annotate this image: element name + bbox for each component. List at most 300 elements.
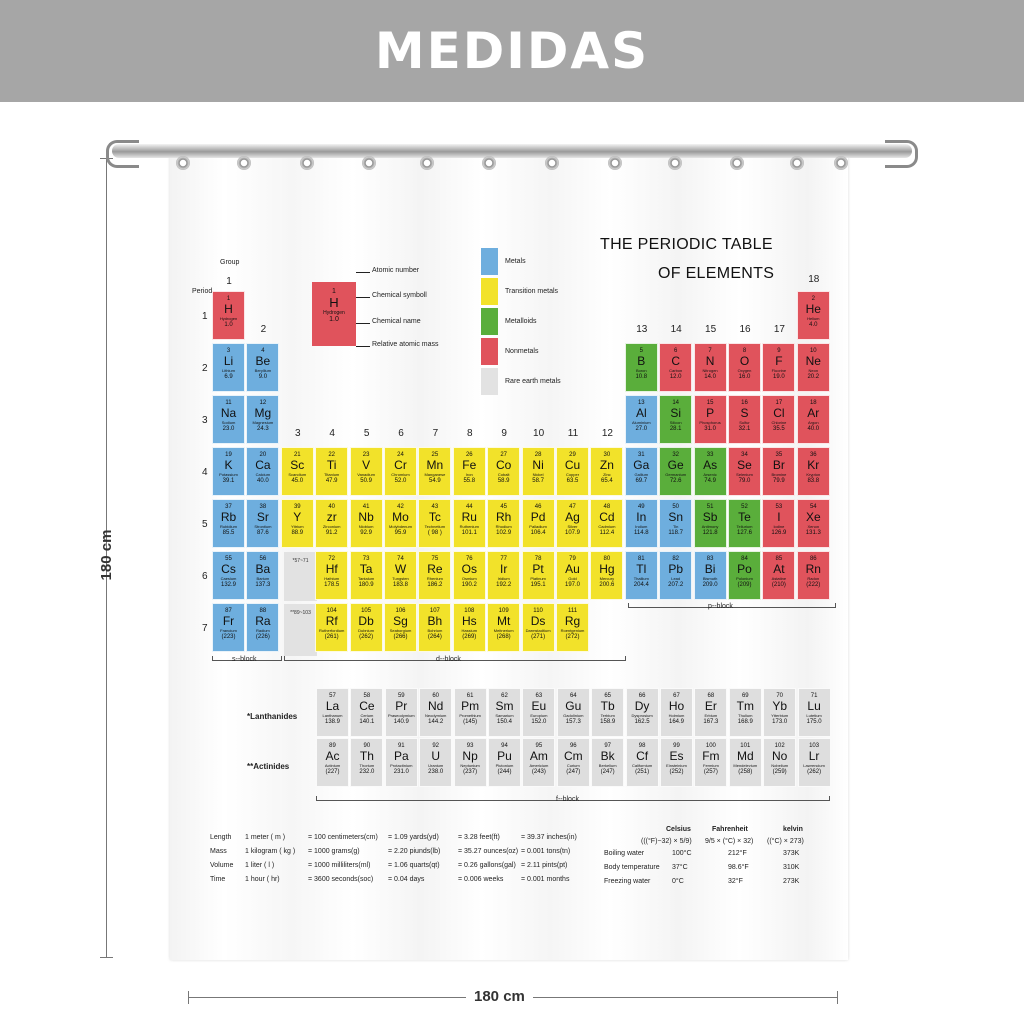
element-cell: [246, 551, 279, 600]
element-name: Copper: [565, 472, 580, 477]
element-name: Silver: [567, 524, 578, 529]
atomic-number: 21: [293, 452, 301, 458]
atomic-number: 27: [500, 452, 508, 458]
element-symbol: F: [775, 354, 783, 368]
p-block-label: p--block: [708, 603, 733, 610]
element-symbol: At: [773, 562, 785, 576]
atomic-number: 1: [226, 296, 231, 302]
element-symbol: I: [777, 510, 781, 524]
element-symbol: Th: [359, 749, 374, 763]
element-symbol: Lu: [807, 699, 821, 713]
element-symbol: Ni: [532, 458, 544, 472]
atomic-number: 22: [328, 452, 336, 458]
element-name: Indium: [635, 524, 648, 529]
banner-title: MEDIDAS: [374, 22, 650, 80]
key-leader: [356, 323, 370, 324]
period-number: 1: [202, 311, 208, 322]
group-number: 6: [398, 428, 404, 439]
curtain-ring-icon: [482, 156, 496, 170]
element-name: Hydrogen: [219, 316, 238, 321]
group-number: 18: [808, 274, 820, 285]
key-number: 1: [332, 288, 336, 295]
element-symbol: O: [739, 354, 750, 368]
key-label-symbol: Chemical symboll: [372, 292, 427, 299]
atomic-mass: (223): [221, 634, 236, 640]
element-symbol: Cl: [773, 406, 785, 420]
key-mass: 1.0: [329, 316, 339, 323]
atomic-mass: (209): [737, 582, 752, 588]
element-cell: [384, 551, 417, 600]
element-name: Plutonium: [495, 763, 514, 768]
element-cell: [694, 447, 727, 496]
element-symbol: Fr: [222, 614, 235, 628]
atomic-mass: (227): [325, 769, 340, 775]
atomic-mass: (269): [462, 634, 477, 640]
atomic-number: 60: [432, 693, 440, 699]
key-label-number: Atomic number: [372, 267, 420, 274]
element-symbol: Ba: [255, 562, 271, 576]
element-cell: [590, 447, 623, 496]
placeholder-label: *57~71: [292, 558, 309, 564]
temp-cell: 373K: [783, 850, 800, 857]
element-cell: [694, 688, 727, 737]
atomic-number: 75: [431, 556, 439, 562]
element-name: Bismuth: [702, 576, 718, 581]
atomic-number: 63: [535, 693, 543, 699]
atomic-mass: 88.9: [291, 530, 304, 536]
element-cell: [557, 688, 590, 737]
legend-swatch: [481, 368, 498, 395]
element-cell: [590, 499, 623, 548]
atomic-number: 13: [637, 400, 645, 406]
element-symbol: In: [636, 510, 647, 524]
atomic-number: 44: [465, 504, 473, 510]
element-name: Xenon: [807, 524, 820, 529]
atomic-number: 90: [363, 743, 371, 749]
curtain-ring-icon: [608, 156, 622, 170]
temp-formula: ((°C) × 273): [767, 838, 804, 845]
atomic-mass: (145): [463, 719, 478, 725]
actinide-placeholder: [284, 604, 317, 656]
element-cell: [591, 688, 624, 737]
element-name: Lanthanum: [322, 713, 343, 718]
atomic-mass: (268): [496, 634, 511, 640]
unit-cell: = 0.001 months: [521, 876, 570, 883]
group-number: 15: [705, 324, 717, 335]
element-cell: [729, 688, 762, 737]
element-cell: [626, 738, 659, 787]
atomic-mass: 150.4: [496, 719, 512, 725]
element-name: Hafnium: [324, 576, 340, 581]
element-cell: [350, 603, 383, 652]
atomic-number: 29: [569, 452, 576, 458]
atomic-number: 74: [397, 556, 404, 562]
element-name: Calcium: [255, 472, 271, 477]
element-cell: [384, 447, 417, 496]
period-number: 3: [202, 415, 208, 426]
atomic-mass: 152.0: [531, 719, 547, 725]
element-symbol: Tl: [636, 562, 647, 576]
atomic-mass: 40.0: [257, 478, 269, 484]
atomic-mass: (251): [635, 769, 650, 775]
element-cell: [728, 499, 761, 548]
period-number: 2: [202, 363, 208, 374]
temp-cell: 0°C: [672, 878, 684, 885]
element-name: Chlorine: [771, 420, 787, 425]
element-symbol: Yb: [772, 699, 788, 713]
element-name: Carbon: [669, 368, 683, 373]
element-name: Dubnium: [358, 628, 375, 633]
element-symbol: B: [637, 354, 646, 368]
element-cell: [315, 551, 348, 600]
element-name: Rubidium: [220, 524, 237, 529]
atomic-mass: 31.0: [704, 426, 716, 432]
key-name: Hydrogen: [323, 310, 345, 316]
element-symbol: W: [394, 562, 407, 576]
atomic-number: 11: [225, 400, 232, 406]
element-symbol: Hg: [599, 562, 615, 576]
element-symbol: zr: [326, 510, 337, 524]
group-number: 3: [295, 428, 301, 439]
atomic-mass: 24.3: [257, 426, 269, 432]
element-symbol: Ra: [255, 614, 271, 628]
unit-cell: = 1000 grams(g): [308, 848, 360, 855]
element-name: Ytterbium: [771, 713, 789, 718]
atomic-mass: 95.9: [394, 530, 407, 536]
element-cell: [694, 499, 727, 548]
unit-cell: 1 meter ( m ): [245, 834, 286, 841]
element-name: Fermium: [703, 763, 719, 768]
element-cell: [660, 738, 693, 787]
atomic-number: 50: [672, 504, 680, 510]
period-label: Period: [192, 288, 213, 295]
element-name: Osmium: [461, 576, 477, 581]
atomic-mass: 127.6: [736, 530, 752, 536]
legend-label: Rare earth metals: [505, 378, 561, 385]
element-cell: [625, 343, 658, 392]
element-symbol: Ds: [530, 614, 546, 628]
element-symbol: Dy: [634, 699, 650, 713]
element-cell: [212, 395, 245, 444]
element-name: Potassium: [219, 472, 238, 477]
atomic-number: 83: [706, 556, 714, 562]
element-cell: [350, 499, 383, 548]
atomic-number: 107: [429, 608, 440, 614]
element-symbol: Rb: [220, 510, 237, 524]
element-cell: [625, 447, 658, 496]
group-number: 16: [739, 324, 751, 335]
element-cell: [315, 603, 348, 652]
element-cell: [418, 551, 451, 600]
element-name: Europium: [530, 713, 548, 718]
element-cell: [659, 395, 692, 444]
element-symbol: Ta: [359, 562, 373, 576]
atomic-mass: 180.9: [358, 582, 374, 588]
element-symbol: Hs: [461, 614, 477, 628]
element-name: Krypton: [806, 472, 821, 477]
atomic-mass: (261): [324, 634, 339, 640]
element-cell: [659, 551, 692, 600]
element-symbol: S: [740, 406, 749, 420]
element-symbol: Sn: [668, 510, 684, 524]
element-cell: [762, 395, 795, 444]
legend-swatch: [481, 278, 498, 305]
element-name: Helium: [807, 316, 820, 321]
atomic-number: 72: [328, 556, 336, 562]
element-name: Gadolinium: [563, 713, 584, 718]
atomic-mass: 209.0: [702, 582, 718, 588]
element-name: Selenium: [736, 472, 753, 477]
atomic-number: 7: [708, 348, 712, 354]
element-name: Mercury: [599, 576, 615, 581]
atomic-number: 23: [362, 452, 370, 458]
width-label: 180 cm: [466, 988, 533, 1005]
element-name: Bromine: [771, 472, 787, 477]
element-name: Antimony: [701, 524, 719, 529]
element-cell: [350, 688, 383, 737]
element-symbol: Ca: [255, 458, 271, 472]
unit-cell: = 0.006 weeks: [458, 876, 504, 883]
atomic-mass: 232.0: [359, 769, 375, 775]
element-name: Meitnerium: [493, 628, 514, 633]
atomic-number: 25: [431, 452, 439, 458]
key-label-mass: Relative atomic mass: [372, 341, 439, 348]
atomic-mass: 183.8: [392, 582, 408, 588]
element-cell: [453, 499, 486, 548]
atomic-number: 54: [809, 504, 817, 510]
atomic-mass: 14.0: [704, 374, 716, 380]
element-cell: [797, 499, 830, 548]
element-cell: [246, 499, 279, 548]
period-number: 7: [202, 623, 208, 634]
element-name: Neodymium: [425, 713, 447, 718]
atomic-mass: 74.9: [704, 478, 716, 484]
atomic-number: 53: [775, 504, 783, 510]
element-symbol: V: [362, 458, 371, 472]
group-number: 8: [467, 428, 473, 439]
period-number: 5: [202, 519, 208, 530]
key-leader: [356, 346, 370, 347]
element-name: Einsteinium: [666, 763, 687, 768]
element-cell: [418, 499, 451, 548]
element-name: Darmstadtium: [525, 628, 551, 633]
element-name: Californium: [631, 763, 653, 768]
element-symbol: Se: [737, 458, 752, 472]
atomic-mass: 140.1: [359, 719, 375, 725]
atomic-mass: 102.9: [496, 530, 512, 536]
element-cell: [762, 343, 795, 392]
atomic-number: 35: [775, 452, 783, 458]
unit-cell: 1 hour ( hr): [245, 876, 280, 883]
atomic-mass: 138.9: [324, 719, 340, 725]
element-symbol: Kr: [807, 458, 820, 472]
element-cell: [798, 738, 831, 787]
temp-cell: Freezing water: [604, 878, 651, 885]
atomic-number: 106: [395, 608, 406, 614]
element-name: Americium: [529, 763, 549, 768]
element-name: Boron: [635, 368, 647, 373]
atomic-mass: 118.7: [668, 530, 683, 536]
atomic-mass: 9.0: [258, 374, 268, 380]
legend-label: Nonmetals: [505, 348, 539, 355]
atomic-mass: 58.9: [497, 478, 510, 484]
element-symbol: Pm: [461, 699, 480, 713]
element-cell: [798, 688, 831, 737]
atomic-number: 19: [225, 452, 232, 458]
atomic-number: 99: [673, 743, 680, 749]
element-name: Manganese: [424, 472, 446, 477]
element-name: Nitrogen: [702, 368, 718, 373]
element-cell: [419, 688, 452, 737]
atomic-mass: (264): [427, 634, 442, 640]
element-name: Rhenium: [426, 576, 443, 581]
atomic-number: 51: [706, 504, 714, 510]
element-symbol: Ti: [326, 458, 337, 472]
element-symbol: Er: [704, 699, 717, 713]
element-name: Sulfur: [739, 420, 750, 425]
element-cell: [625, 499, 658, 548]
element-symbol: Pu: [497, 749, 512, 763]
atomic-mass: 1.0: [224, 322, 233, 328]
element-name: Praseodymium: [387, 713, 415, 718]
element-cell: [556, 603, 589, 652]
element-name: Strontium: [254, 524, 272, 529]
atomic-number: 88: [259, 608, 267, 614]
element-name: Iodine: [773, 524, 785, 529]
element-symbol: Tb: [600, 699, 615, 713]
atomic-mass: 101.1: [461, 530, 477, 536]
atomic-mass: (259): [772, 769, 787, 775]
atomic-number: 18: [809, 400, 817, 406]
element-symbol: Fe: [462, 458, 477, 472]
element-cell: [212, 499, 245, 548]
atomic-mass: (222): [806, 582, 821, 588]
element-cell: [350, 738, 383, 787]
atomic-number: 16: [741, 400, 748, 406]
atomic-number: 80: [603, 556, 611, 562]
atomic-number: 39: [293, 504, 301, 510]
atomic-mass: (272): [565, 634, 580, 640]
atomic-mass: 157.3: [565, 719, 581, 725]
atomic-mass: 167.3: [703, 719, 719, 725]
element-name: Hassium: [461, 628, 478, 633]
element-name: Aluminium: [631, 420, 651, 425]
legend-label: Metalloids: [505, 318, 537, 325]
atomic-number: 5: [639, 348, 643, 354]
element-cell: [694, 343, 727, 392]
atomic-number: 100: [705, 743, 716, 749]
legend-swatch: [481, 338, 498, 365]
element-cell: [487, 551, 520, 600]
element-cell: [762, 551, 795, 600]
atomic-number: 2: [811, 296, 815, 302]
atomic-mass: 186.2: [427, 582, 443, 588]
element-cell: [453, 603, 486, 652]
element-name: Lithium: [222, 368, 235, 373]
atomic-mass: (247): [566, 769, 581, 775]
temp-cell: 37°C: [672, 864, 688, 871]
unit-cell: = 2.20 piunds(lb): [388, 848, 441, 855]
atomic-mass: 79.9: [773, 478, 785, 484]
element-symbol: Li: [223, 354, 234, 368]
unit-cell: 1 kilogram ( kg ): [245, 848, 296, 855]
element-symbol: Si: [670, 406, 682, 420]
atomic-mass: 164.9: [668, 719, 684, 725]
group-number: 14: [670, 324, 682, 335]
element-name: Cadmium: [598, 524, 616, 529]
element-name: Astatine: [771, 576, 787, 581]
element-name: Barium: [256, 576, 270, 581]
atomic-mass: 144.2: [428, 719, 444, 725]
element-name: Seaborgium: [389, 628, 412, 633]
element-name: Polonium: [736, 576, 753, 581]
element-name: Neon: [808, 368, 819, 373]
element-name: Thulium: [738, 713, 753, 718]
element-symbol: Rn: [805, 562, 821, 576]
element-name: Ruthenium: [459, 524, 479, 529]
element-cell: [385, 688, 418, 737]
element-symbol: Cd: [599, 510, 615, 524]
atomic-number: 47: [569, 504, 576, 510]
element-symbol: Y: [293, 510, 302, 524]
atomic-mass: 20.2: [807, 374, 820, 380]
atomic-mass: (210): [771, 582, 786, 588]
element-symbol: Sb: [702, 510, 718, 524]
element-symbol: Rf: [325, 614, 338, 628]
atomic-number: 24: [397, 452, 404, 458]
element-name: Germanium: [665, 472, 687, 477]
element-cell: [246, 343, 279, 392]
atomic-mass: 12.0: [669, 374, 682, 380]
atomic-mass: 114.8: [634, 530, 649, 536]
atomic-mass: 190.2: [461, 582, 477, 588]
curtain-ring-icon: [790, 156, 804, 170]
atomic-number: 87: [225, 608, 232, 614]
element-name: Tungsten: [392, 576, 409, 581]
element-cell: [418, 603, 451, 652]
element-name: Bohrium: [427, 628, 443, 633]
atomic-number: 14: [672, 400, 680, 406]
atomic-number: 98: [638, 743, 646, 749]
element-cell: [522, 738, 555, 787]
element-symbol: Ir: [500, 562, 508, 576]
atomic-mass: (244): [497, 769, 512, 775]
unit-cell: 1 liter ( l ): [245, 862, 275, 869]
element-symbol: Eu: [531, 699, 547, 713]
atomic-number: 28: [534, 452, 542, 458]
element-cell: [487, 499, 520, 548]
atomic-mass: (243): [531, 769, 546, 775]
key-element: [312, 282, 356, 346]
atomic-mass: 85.5: [222, 530, 235, 536]
element-cell: [315, 447, 348, 496]
unit-cell: = 39.37 inches(in): [521, 834, 577, 841]
element-symbol: Md: [736, 749, 754, 763]
element-symbol: Po: [737, 562, 752, 576]
atomic-number: 76: [465, 556, 473, 562]
unit-cell: Volume: [210, 862, 234, 869]
element-symbol: Hf: [325, 562, 338, 576]
element-symbol: Db: [358, 614, 374, 628]
element-symbol: Xe: [805, 510, 821, 524]
unit-cell: = 3600 seconds(soc): [308, 876, 374, 883]
atomic-mass: 32.1: [738, 426, 751, 432]
unit-cell: = 1.06 quarts(qt): [388, 862, 440, 869]
group-number: 2: [260, 324, 267, 335]
atomic-number: 3: [226, 348, 231, 354]
atomic-mass: 91.2: [325, 530, 338, 536]
atomic-number: 108: [464, 608, 475, 614]
